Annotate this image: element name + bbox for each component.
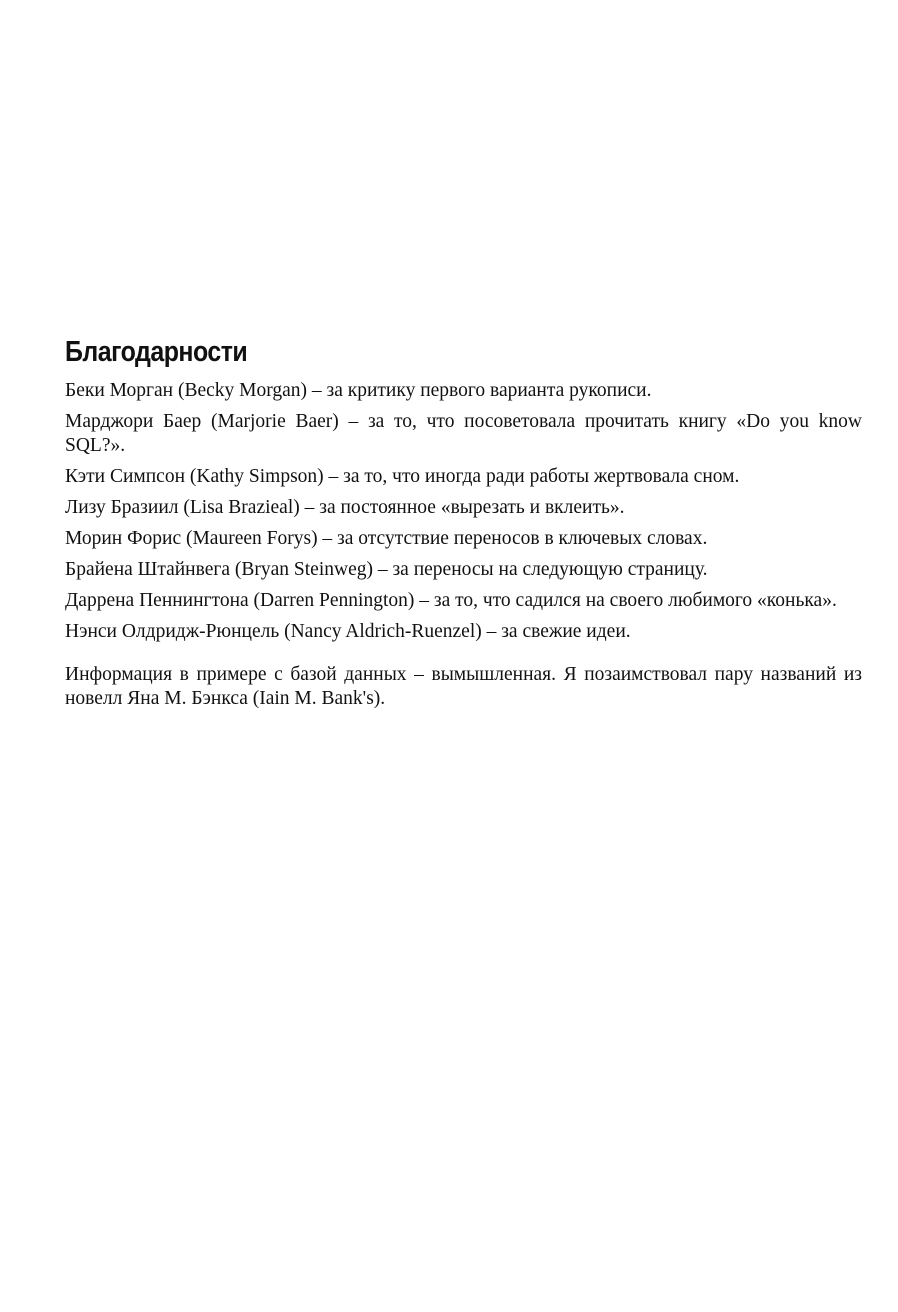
acknowledgement-item: Даррена Пеннингтона (Darren Pennington) – за то, что садился на своего любимого «конька».: [65, 590, 837, 611]
acknowledgement-item: Марджори Баер (Marjorie Baer) – за то, что посоветовала прочитать книгу «Do you know SQL?».: [65, 411, 862, 456]
acknowledgements-list: [65, 379, 862, 644]
acknowledgement-item: Беки Морган (Becky Morgan) – за критику первого варианта рукописи.: [65, 380, 652, 401]
database-note-paragraph: Информация в примере с базой данных – вымышленная. Я позаимствовал пару названий из новелл Яна М. Бэнкса (Iain M. Bank's).: [65, 664, 862, 709]
acknowledgement-item: Лизу Бразиил (Lisa Brazieal) – за постоянное «вырезать и вклеить».: [65, 497, 625, 518]
acknowledgement-item: Морин Форис (Maureen Forys) – за отсутствие переносов в ключевых словах.: [65, 528, 708, 549]
acknowledgement-item: Кэти Симпсон (Kathy Simpson) – за то, что иногда ради работы жертвовала сном.: [65, 466, 740, 487]
page-title: Благодарности: [65, 336, 248, 368]
acknowledgement-item: Брайена Штайнвега (Bryan Steinweg) – за переносы на следующую страницу.: [65, 559, 708, 580]
acknowledgements-page: [65, 332, 862, 711]
acknowledgement-item: Нэнси Олдридж-Рюнцель (Nancy Aldrich-Ruenzel) – за свежие идеи.: [65, 621, 631, 642]
